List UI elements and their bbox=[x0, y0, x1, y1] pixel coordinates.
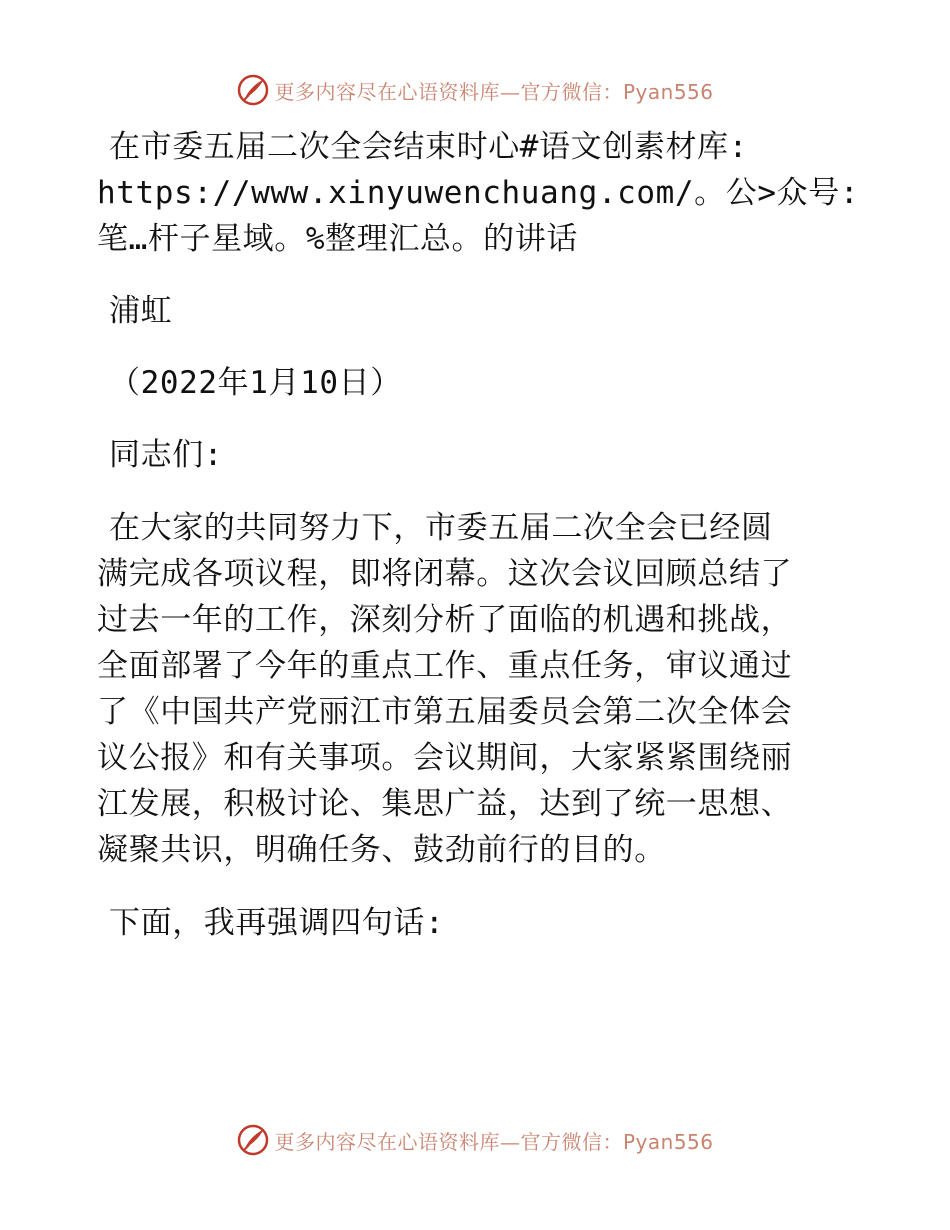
document-body bbox=[97, 124, 887, 946]
watermark-text bbox=[274, 1126, 713, 1155]
watermark-wechat-id: Pyan556 bbox=[622, 79, 714, 104]
body-line-2: 满完成各项议程，即将闭幕。这次会议回顾总结了 bbox=[97, 556, 793, 592]
watermark-text bbox=[274, 76, 713, 105]
quill-pen-logo-icon bbox=[236, 1123, 270, 1157]
title-line-2: https://www.xinyuwenchuang.com/。公>众号: bbox=[97, 175, 860, 211]
watermark-wechat-id: Pyan556 bbox=[622, 1129, 714, 1154]
title-line-1: 在市委五届二次全会结束时心#语文创素材库: bbox=[109, 129, 748, 165]
body-line-6: 议公报》和有关事项。会议期间，大家紧紧围绕丽 bbox=[97, 740, 793, 776]
footer-watermark-banner bbox=[0, 1120, 950, 1160]
watermark-text-cn: 更多内容尽在心语资料库—官方微信： bbox=[274, 1129, 623, 1154]
author-name: 浦虹 bbox=[109, 293, 173, 329]
quill-pen-logo-icon bbox=[236, 73, 270, 107]
document-title bbox=[97, 124, 887, 262]
document-date: （2022年1月10日） bbox=[109, 365, 402, 401]
body-line-8: 凝聚共识，明确任务、鼓劲前行的目的。 bbox=[97, 832, 666, 868]
watermark-text-cn: 更多内容尽在心语资料库—官方微信： bbox=[274, 79, 623, 104]
body-line-1: 在大家的共同努力下，市委五届二次全会已经圆 bbox=[109, 510, 773, 546]
salutation: 同志们: bbox=[109, 437, 224, 473]
body-line-5: 了《中国共产党丽江市第五届委员会第二次全体会 bbox=[97, 694, 793, 730]
body-paragraph bbox=[97, 505, 887, 873]
title-line-3: 笔…杆子星域。%整理汇总。的讲话 bbox=[97, 221, 578, 257]
body-line-7: 江发展，积极讨论、集思广益，达到了统一思想、 bbox=[97, 786, 793, 822]
closing-line: 下面，我再强调四句话: bbox=[109, 905, 445, 941]
body-line-3: 过去一年的工作，深刻分析了面临的机遇和挑战， bbox=[97, 602, 793, 638]
header-watermark-banner bbox=[0, 70, 950, 110]
body-line-4: 全面部署了今年的重点工作、重点任务，审议通过 bbox=[97, 648, 793, 684]
